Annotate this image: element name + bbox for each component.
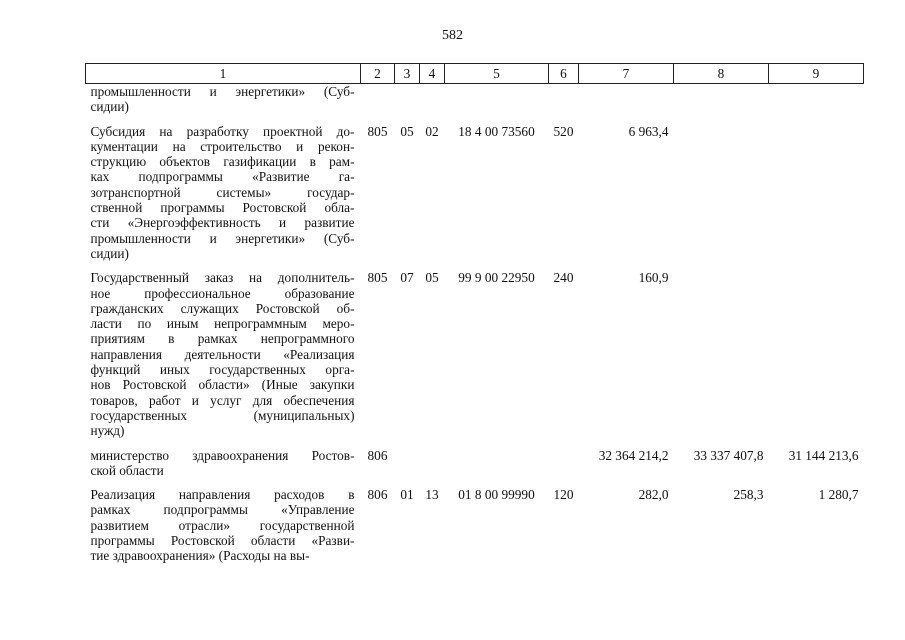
description-line: развитием отрасли» государственной <box>90 517 355 533</box>
description-line: тие здравоохранения» (Расходы на вы- <box>90 548 310 564</box>
section-code: 05 <box>400 123 414 139</box>
budget-table <box>85 63 864 573</box>
section-code <box>395 84 420 124</box>
ministry-code: 806 <box>367 447 388 463</box>
description-line: рамках подпрограммы «Управление <box>90 502 355 518</box>
row-description <box>86 84 361 124</box>
description-line: программы Ростовской области «Разви- <box>90 533 355 549</box>
amount-year-3 <box>769 270 864 447</box>
amount-year-1: 282,0 <box>638 487 669 503</box>
ministry-code: 805 <box>367 270 388 286</box>
description-line: государственных (муниципальных) <box>90 407 355 423</box>
table-row <box>86 124 864 271</box>
description-line: сти «Энергоэффективность и развитие <box>90 215 355 231</box>
description-line: ской области <box>90 462 164 478</box>
expense-type-code: 520 <box>553 123 574 139</box>
description-line: товаров, работ и услуг для обеспечения <box>90 392 355 408</box>
expense-type-code <box>549 448 579 488</box>
description-line: промышленности и энергетики» (Суб- <box>90 84 355 99</box>
amount-year-2 <box>674 270 769 447</box>
table-row <box>86 448 864 488</box>
expense-type-code <box>549 84 579 124</box>
description-line: ственной программы Ростовской обла- <box>90 200 355 216</box>
description-line: сидии) <box>90 245 129 261</box>
description-line: министерство здравоохранения Ростов- <box>90 447 355 463</box>
row-description <box>86 124 361 271</box>
column-header: 8 <box>674 64 769 84</box>
ministry-code: 806 <box>367 487 388 503</box>
amount-year-3 <box>769 84 864 124</box>
expense-type-code: 120 <box>553 487 574 503</box>
description-line: приятиям в рамках непрограммного <box>90 331 355 347</box>
amount-year-1: 6 963,4 <box>628 123 669 139</box>
description-line: сидии) <box>90 99 129 115</box>
amount-year-2: 258,3 <box>733 487 764 503</box>
subsection-code <box>420 448 445 488</box>
description-line: Государственный заказ на дополнитель- <box>90 270 355 286</box>
subsection-code: 13 <box>425 487 439 503</box>
target-article-code <box>445 84 549 124</box>
description-line: гражданских служащих Ростовской об- <box>90 300 355 316</box>
description-line: ках подпрограммы «Развитие га- <box>90 169 355 185</box>
description-line: зотранспортной системы» государ- <box>90 184 355 200</box>
column-header: 4 <box>420 64 445 84</box>
section-code: 01 <box>400 487 414 503</box>
ministry-code <box>361 84 395 124</box>
description-line: кументации на строительство и рекон- <box>90 138 355 154</box>
target-article-code: 01 8 00 99990 <box>458 487 535 503</box>
row-description <box>86 270 361 447</box>
amount-year-1 <box>579 84 674 124</box>
row-description <box>86 487 361 572</box>
amount-year-3: 1 280,7 <box>818 487 859 503</box>
description-line: струкцию объектов газификации в рам- <box>90 154 355 170</box>
amount-year-1: 32 364 214,2 <box>598 447 669 463</box>
table-row <box>86 84 864 124</box>
column-header: 7 <box>579 64 674 84</box>
subsection-code: 05 <box>425 270 439 286</box>
description-line: Субсидия на разработку проектной до- <box>90 123 355 139</box>
section-code <box>395 448 420 488</box>
section-code: 07 <box>400 270 414 286</box>
description-line: Реализация направления расходов в <box>90 487 355 503</box>
column-header: 5 <box>445 64 549 84</box>
amount-year-3: 31 144 213,6 <box>788 447 859 463</box>
amount-year-2 <box>674 84 769 124</box>
target-article-code: 18 4 00 73560 <box>458 123 535 139</box>
ministry-code: 805 <box>367 123 388 139</box>
description-line: функций иных государственных орга- <box>90 362 355 378</box>
amount-year-2: 33 337 407,8 <box>693 447 764 463</box>
expense-type-code: 240 <box>553 270 574 286</box>
description-line: нов Ростовской области» (Иные закупки <box>90 377 355 393</box>
amount-year-1: 160,9 <box>638 270 669 286</box>
column-header: 9 <box>769 64 864 84</box>
column-header: 2 <box>361 64 395 84</box>
table-header-row <box>86 64 864 84</box>
column-header: 3 <box>395 64 420 84</box>
table-row <box>86 270 864 447</box>
row-description <box>86 448 361 488</box>
table-row <box>86 487 864 572</box>
subsection-code <box>420 84 445 124</box>
amount-year-3 <box>769 124 864 271</box>
column-header: 1 <box>86 64 361 84</box>
description-line: ное профессиональное образование <box>90 285 355 301</box>
description-line: ласти по иным непрограммным меро- <box>90 316 355 332</box>
target-article-code <box>445 448 549 488</box>
column-header: 6 <box>549 64 579 84</box>
target-article-code: 99 9 00 22950 <box>458 270 535 286</box>
amount-year-2 <box>674 124 769 271</box>
subsection-code: 02 <box>425 123 439 139</box>
description-line: нужд) <box>90 423 125 439</box>
description-line: промышленности и энергетики» (Суб- <box>90 230 355 246</box>
page-number: 582 <box>442 28 463 43</box>
description-line: направления деятельности «Реализация <box>90 346 355 362</box>
